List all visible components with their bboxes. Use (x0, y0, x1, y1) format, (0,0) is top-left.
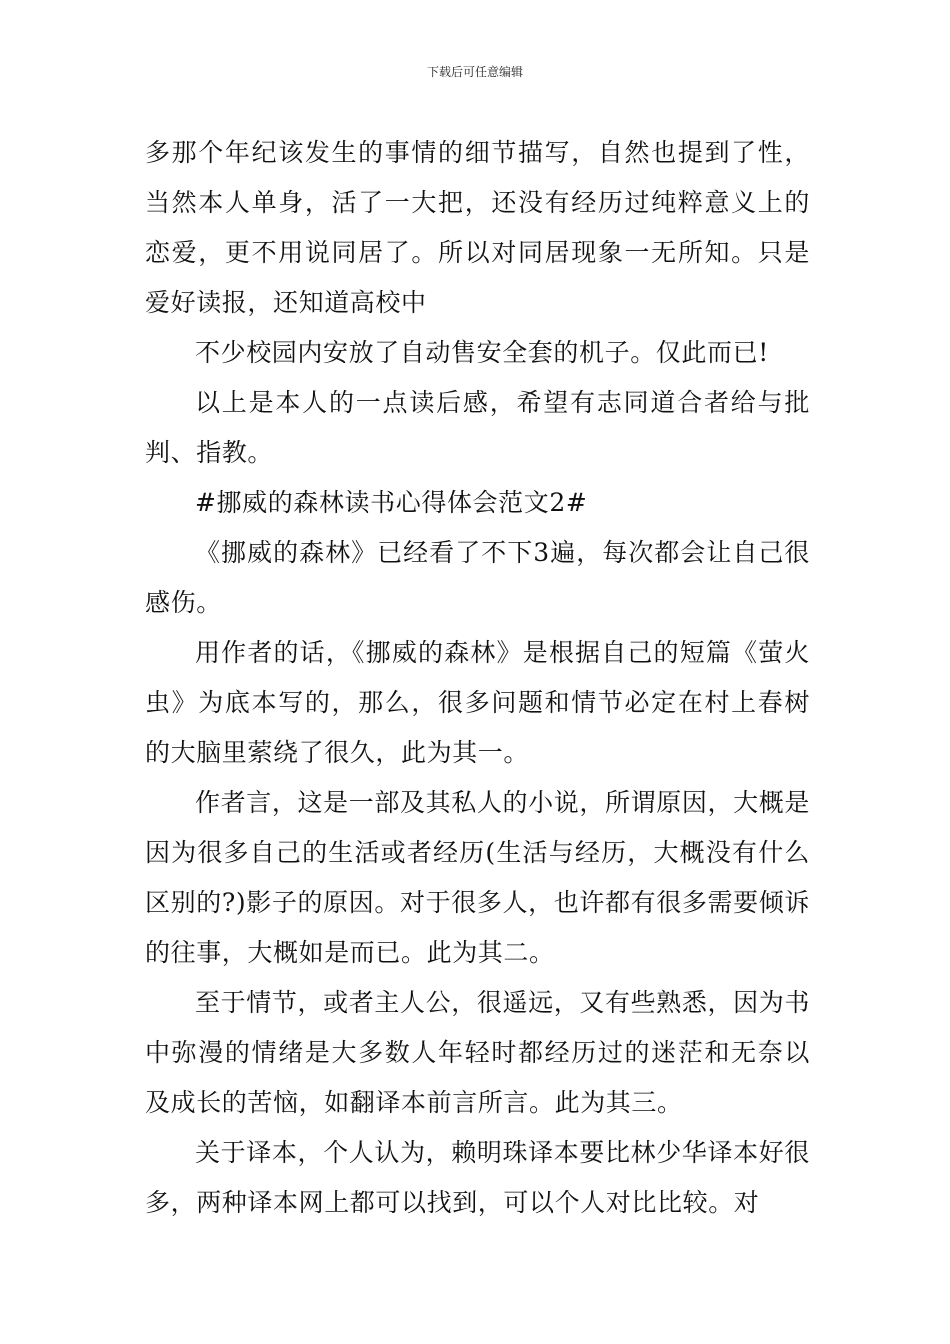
paragraph-5: 《挪威的森林》已经看了不下3遍，每次都会让自己很感伤。 (145, 538, 810, 617)
paragraph-2: 不少校园内安放了自动售安全套的机子。仅此而已! (195, 338, 769, 367)
document-body (145, 128, 810, 1228)
paragraph-3: 以上是本人的一点读后感，希望有志同道合者给与批判、指教。 (145, 388, 810, 467)
paragraph-7: 作者言，这是一部及其私人的小说，所谓原因，大概是因为很多自己的生活或者经历(生活与经历，大概没有什么区别的?)影子的原因。对于很多人，也许都有很多需要倾诉的往事，大概如是而已。此为其二。 (145, 788, 810, 967)
paragraph-6: 用作者的话，《挪威的森林》是根据自己的短篇《萤火虫》为底本写的，那么，很多问题和情节必定在村上春树的大脑里萦绕了很久，此为其一。 (145, 638, 810, 767)
section-heading: #挪威的森林读书心得体会范文2# (195, 488, 588, 517)
paragraph-8: 至于情节，或者主人公，很遥远，又有些熟悉，因为书中弥漫的情绪是大多数人年轻时都经历过的迷茫和无奈以及成长的苦恼，如翻译本前言所言。此为其三。 (145, 988, 810, 1117)
paragraph-9: 关于译本，个人认为，赖明珠译本要比林少华译本好很多，两种译本网上都可以找到，可以个人对比比较。对 (145, 1138, 810, 1217)
paragraph-1: 多那个年纪该发生的事情的细节描写，自然也提到了性，当然本人单身，活了一大把，还没有经历过纯粹意义上的恋爱，更不用说同居了。所以对同居现象一无所知。只是爱好读报，还知道高校中 (145, 138, 810, 317)
page-header: 下载后可任意编辑 (426, 65, 523, 79)
